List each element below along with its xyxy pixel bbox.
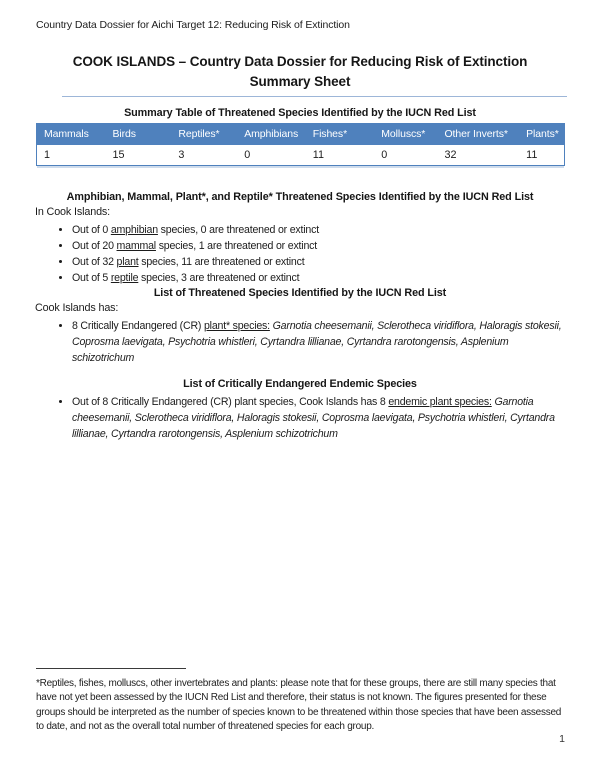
cell-molluscs-count: 0 <box>374 147 437 165</box>
bullet-mammal <box>72 238 572 254</box>
bullet-plant <box>72 254 572 270</box>
footnote-text: *Reptiles, fishes, molluscs, other invertebrates and plants: please note that for these groups, there are still many species that have not yet been assessed by the IUCN Red List and therefore, their status is not known. The figures presented for these groups should be interpreted as the number of species known to be threatened within those species that have been assessed to date, and not as the overall total number of threatened species for each group. <box>36 678 562 732</box>
endemic-bullet-list <box>0 394 572 442</box>
bullet-reptile <box>72 270 572 286</box>
bullet-text: species, 1 are threatened or extinct <box>155 240 317 252</box>
column-header-amphibians: Amphibians <box>237 124 306 147</box>
cell-amphibians-count: 0 <box>237 147 306 165</box>
threatened-species-summary-table <box>36 123 565 166</box>
footnote-separator-rule <box>36 668 186 669</box>
threatened-list-heading: List of Threatened Species Identified by the IUCN Red List <box>153 287 447 299</box>
amr-bullet-list <box>0 222 572 286</box>
column-header-reptiles: Reptiles* <box>171 124 237 147</box>
table-data-row <box>37 147 564 165</box>
table-header-row <box>37 124 564 147</box>
footnote <box>36 668 570 734</box>
column-header-mammals: Mammals <box>37 124 106 147</box>
cell-mammals-count: 1 <box>37 147 106 165</box>
bullet-text: 8 Critically Endangered (CR) <box>72 320 204 332</box>
endemic-section-heading: List of Critically Endangered Endemic Species <box>183 378 417 390</box>
underlined-term: amphibian <box>110 224 158 236</box>
cell-other-inverts-count: 32 <box>437 147 519 165</box>
cell-birds-count: 15 <box>106 147 172 165</box>
cell-plants-count: 11 <box>519 147 564 165</box>
underlined-term: endemic plant species: <box>388 396 492 408</box>
running-header: Country Data Dossier for Aichi Target 12: Reducing Risk of Extinction <box>36 19 350 31</box>
bullet-text: species, 0 are threatened or extinct <box>157 224 319 236</box>
page-number: 1 <box>559 733 565 745</box>
bullet-cr-plant-species <box>72 318 572 366</box>
underlined-term: reptile <box>110 272 139 284</box>
title-line-1: COOK ISLANDS – Country Data Dossier for Reducing Risk of Extinction <box>72 54 528 69</box>
bullet-text: Out of 32 <box>72 256 117 268</box>
title-line-2: Summary Sheet <box>249 74 351 89</box>
amr-section-intro: In Cook Islands: <box>35 206 111 218</box>
column-header-birds: Birds <box>106 124 172 147</box>
title-underline-rule <box>62 96 567 97</box>
threatened-list-intro: Cook Islands has: <box>35 302 119 314</box>
threatened-list-bullets <box>0 318 572 366</box>
bullet-text: Out of 20 <box>72 240 117 252</box>
cell-fishes-count: 11 <box>306 147 375 165</box>
bullet-text: Out of 8 Critically Endangered (CR) plant species, Cook Islands has 8 <box>72 396 389 408</box>
underlined-term: plant <box>116 256 139 268</box>
underlined-term: mammal <box>116 240 156 252</box>
species-names-italic: Garnotia cheesemanii, Sclerotheca viridiflora, Haloragis stokesii, Coprosma laevigata, Psychotria whistleri, Cyrtandra lillianae, Cyrtandra rarotongensis, Asplenium schizotrichum <box>72 396 555 440</box>
document-title <box>0 52 600 92</box>
bullet-text: species, 3 are threatened or extinct <box>138 272 300 284</box>
column-header-fishes: Fishes* <box>306 124 375 147</box>
bullet-text: Out of 5 <box>72 272 111 284</box>
column-header-other-inverts: Other Inverts* <box>437 124 519 147</box>
species-names-italic: Garnotia cheesemanii, Sclerotheca viridiflora, Haloragis stokesii, Coprosma laevigata, Psychotria whistleri, Cyrtandra lillianae, Cyrtandra rarotongensis, Asplenium schizotrichum <box>72 320 562 364</box>
summary-table-heading: Summary Table of Threatened Species Identified by the IUCN Red List <box>124 107 476 119</box>
bullet-text: species, 11 are threatened or extinct <box>138 256 305 268</box>
column-header-plants: Plants* <box>519 124 564 147</box>
amr-section-heading: Amphibian, Mammal, Plant*, and Reptile* Threatened Species Identified by the IUCN Red List <box>66 191 534 203</box>
bullet-endemic-species <box>72 394 572 442</box>
column-header-molluscs: Molluscs* <box>374 124 437 147</box>
bullet-text: Out of 0 <box>72 224 111 236</box>
bullet-amphibian <box>72 222 572 238</box>
underlined-term: plant* species: <box>203 320 270 332</box>
cell-reptiles-count: 3 <box>171 147 237 165</box>
